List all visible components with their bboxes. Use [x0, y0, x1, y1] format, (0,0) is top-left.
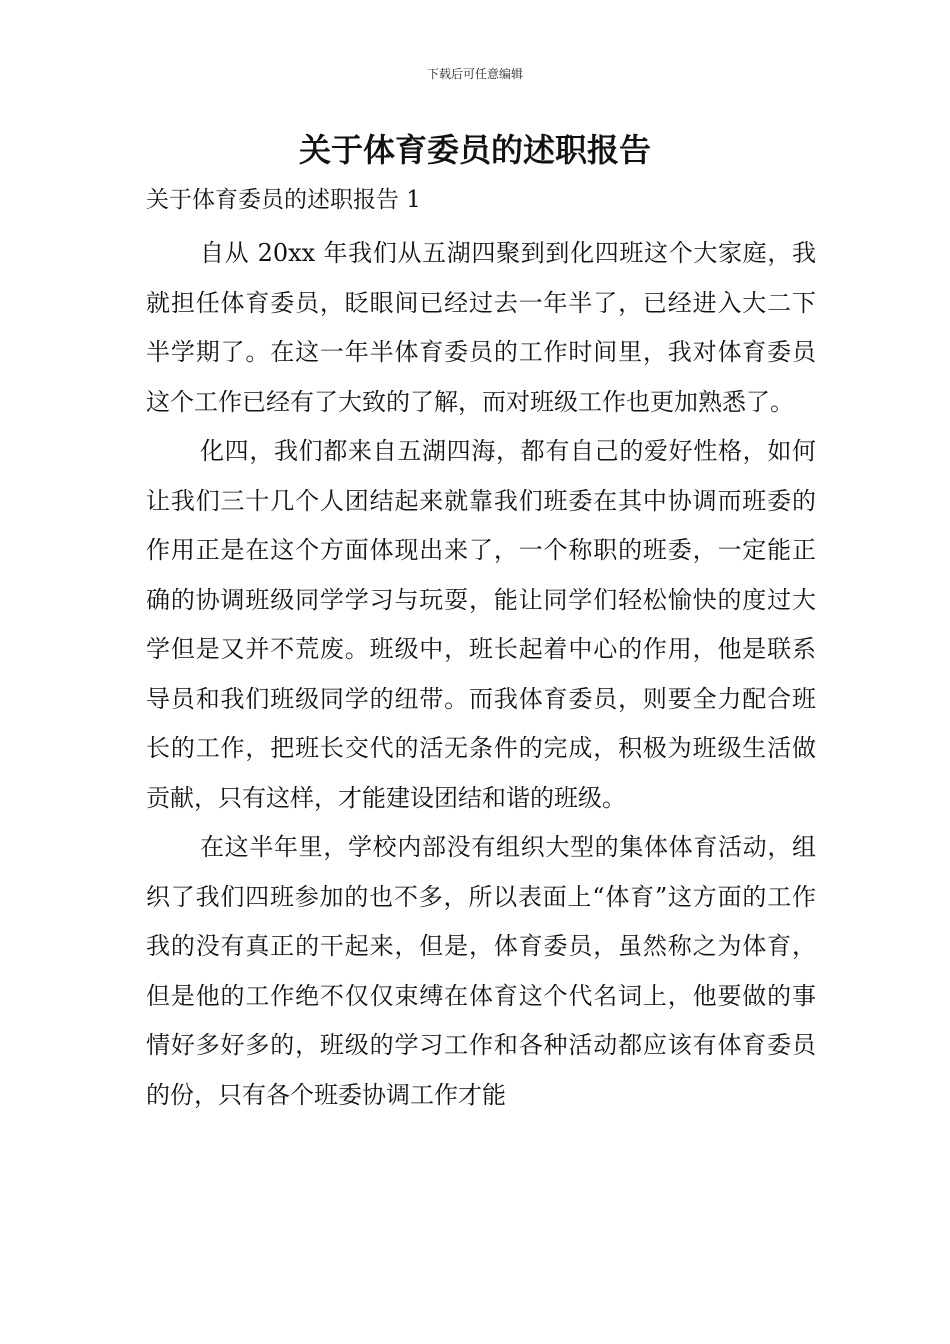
paragraph-3: 在这半年里，学校内部没有组织大型的集体体育活动，组织了我们四班参加的也不多，所以表面上“体育”这方面的工作我的没有真正的干起来，但是，体育委员，虽然称之为体育，但是他的工作绝不仅仅束缚在体育这个代名词上，他要做的事情好多好多的，班级的学习工作和各种活动都应该有体育委员的份，只有各个班委协调工作才能: [146, 833, 816, 1109]
section-heading: 关于体育委员的述职报告 1: [146, 187, 421, 213]
document-body: [146, 180, 816, 1120]
paragraph-2: 化四，我们都来自五湖四海，都有自己的爱好性格，如何让我们三十几个人团结起来就靠我们班委在其中协调而班委的作用正是在这个方面体现出来了，一个称职的班委，一定能正确的协调班级同学学习与玩耍，能让同学们轻松愉快的度过大学但是又并不荒废。班级中，班长起着中心的作用，他是联系导员和我们班级同学的纽带。而我体育委员，则要全力配合班长的工作，把班长交代的活无条件的完成，积极为班级生活做贡献，只有这样，才能建设团结和谐的班级。: [146, 437, 816, 812]
document-title: 关于体育委员的述职报告: [298, 131, 651, 169]
page-header-note: 下载后可任意编辑: [426, 67, 523, 81]
paragraph-1: 自从 20xx 年我们从五湖四聚到到化四班这个大家庭，我就担任体育委员，眨眼间已经过去一年半了，已经进入大二下半学期了。在这一年半体育委员的工作时间里，我对体育委员这个工作已经有了大致的了解，而对班级工作也更加熟悉了。: [146, 239, 816, 416]
